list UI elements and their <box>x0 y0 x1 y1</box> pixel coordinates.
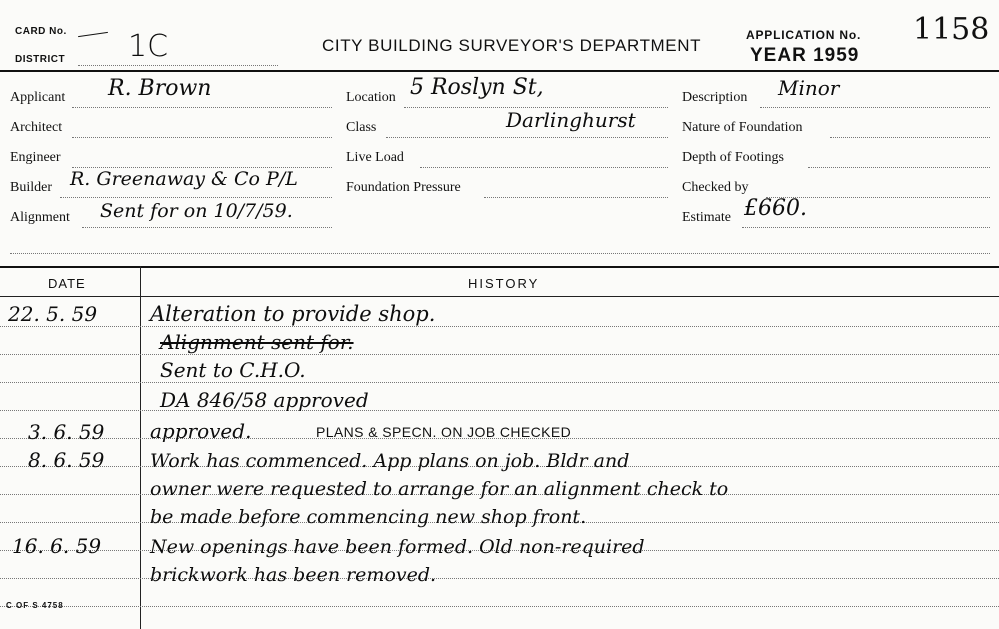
location-label: Location <box>346 90 396 105</box>
district-value: 1C <box>128 29 169 64</box>
location-value: 5 Roslyn St, <box>410 75 544 100</box>
alignment-label: Alignment <box>10 210 70 225</box>
builder-value: R. Greenaway & Co P/L <box>70 168 298 190</box>
depth-of-footings-label: Depth of Footings <box>682 150 784 165</box>
history-entry-line: approved. <box>150 419 252 443</box>
date-column-header: DATE <box>48 276 86 291</box>
district-label: DISTRICT <box>15 54 66 65</box>
application-number: 1158 <box>913 12 990 47</box>
location-suburb: Darlinghurst <box>506 108 636 132</box>
application-no-label: APPLICATION No. <box>746 28 862 42</box>
estimate-label: Estimate <box>682 210 731 225</box>
estimate-value: £660. <box>744 196 807 221</box>
history-row-date: 16. 6. 59 <box>12 534 102 558</box>
history-row-date: 22. 5. 59 <box>8 302 98 326</box>
history-entry-line: brickwork has been removed. <box>150 564 437 586</box>
architect-label: Architect <box>10 120 63 135</box>
checked-stamp: PLANS & SPECN. ON JOB CHECKED <box>316 424 572 440</box>
description-value: Minor <box>778 76 840 100</box>
class-label: Class <box>346 120 377 135</box>
history-entry-line: be made before commencing new shop front. <box>150 506 587 528</box>
history-column-header: HISTORY <box>468 276 540 291</box>
applicant-label: Applicant <box>10 90 66 105</box>
form-code: C OF S 4758 <box>6 601 64 610</box>
engineer-label: Engineer <box>10 150 61 165</box>
history-entry-line: New openings have been formed. Old non-required <box>150 536 645 558</box>
card-no-mark <box>78 32 108 37</box>
description-label: Description <box>682 90 748 105</box>
builder-label: Builder <box>10 180 52 195</box>
history-entry-line: owner were requested to arrange for an alignment check to <box>150 478 729 500</box>
history-entry-line: Alignment sent for. <box>160 330 354 354</box>
history-entry-line: Work has commenced. App plans on job. Bldr and <box>150 450 630 472</box>
history-entry-line: Alteration to provide shop. <box>150 302 436 326</box>
page-title: CITY BUILDING SURVEYOR'S DEPARTMENT <box>322 36 702 55</box>
history-entry-line: DA 846/58 approved <box>160 388 369 412</box>
year-label: YEAR 1959 <box>750 45 860 66</box>
nature-of-foundation-label: Nature of Foundation <box>682 120 803 135</box>
checked-by-label: Checked by <box>682 180 749 195</box>
history-row-date: 8. 6. 59 <box>28 448 105 472</box>
card-no-label: CARD No. <box>15 26 67 37</box>
alignment-value: Sent for on 10/7/59. <box>100 200 293 222</box>
foundation-pressure-label: Foundation Pressure <box>346 180 461 195</box>
live-load-label: Live Load <box>346 150 404 165</box>
history-entry-line: Sent to C.H.O. <box>160 358 306 382</box>
applicant-value: R. Brown <box>108 76 212 101</box>
history-row-date: 3. 6. 59 <box>28 420 105 444</box>
